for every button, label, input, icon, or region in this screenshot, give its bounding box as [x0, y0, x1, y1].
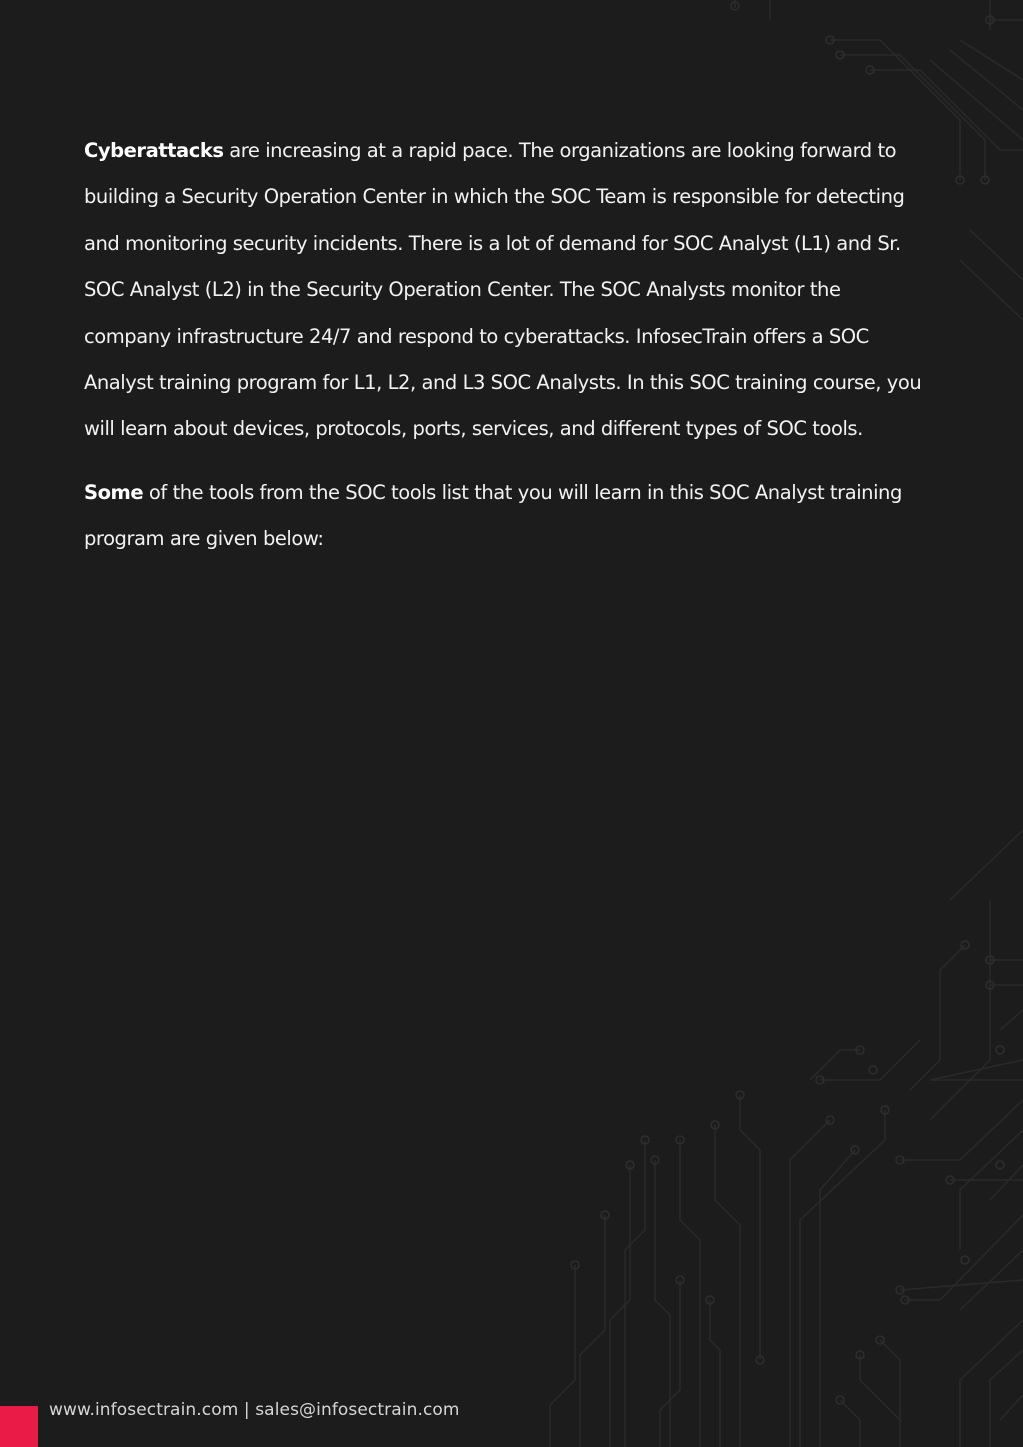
intro-paragraph-text: are increasing at a rapid pace. The organizations are looking forward to building a Security Operation Center in which the SOC Team is responsible for detecting and monitoring security incidents. There is a lot of demand for SOC Analyst (L1) and Sr. SOC Analyst (L2) in the Security Operation Center. The SOC Analysts monitor the company infrastructure 24/7 and respond to cyberattacks. InfosecTrain offers a SOC Analyst training program for L1, L2, and L3 SOC Analysts. In this SOC training course, you will learn about devices, protocols, ports, services, and different types of SOC tools.: [84, 139, 922, 441]
body-text: [84, 128, 924, 563]
page-footer: [0, 1398, 1023, 1447]
footer-contact: www.infosectrain.com | sales@infosectrain.com: [49, 1400, 460, 1420]
footer-accent-square: [0, 1406, 38, 1447]
intro-paragraph-lead: Cyberattacks: [84, 139, 224, 162]
intro-paragraph: [84, 128, 924, 453]
tools-paragraph-text: of the tools from the SOC tools list that you will learn in this SOC Analyst training program are given below:: [84, 480, 902, 551]
tools-paragraph-lead: Some: [84, 480, 144, 504]
tools-paragraph: [84, 470, 924, 563]
